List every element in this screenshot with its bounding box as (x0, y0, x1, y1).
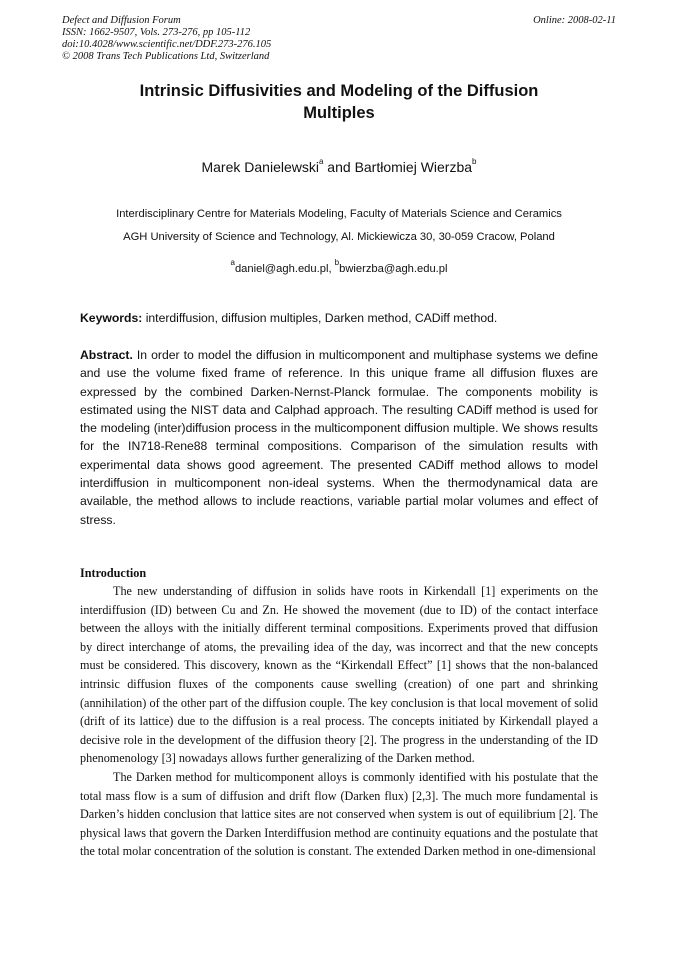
author-2: Bartłomiej Wierzba (354, 159, 473, 175)
title-line-2: Multiples (303, 104, 375, 122)
keywords (80, 309, 598, 327)
paper-title (80, 80, 598, 124)
introduction-paragraph-1: The new understanding of diffusion in solids have roots in Kirkendall [1] experiments on the interdiffusion (ID) between Cu and Zn. He showed the movement (due to ID) of the contact interface between the alloys with the initially different terminal compositions. Experiments proved that diffusion by direct interchange of atoms, the prevailing idea of the day, was incorrect and that the new concepts must be considered. This discovery, known as the “Kirkendall Effect” [1] shows that the non-balanced intrinsic diffusion fluxes of the components cause swelling (creation) of one part and shrinking (annihilation) of the other part of the diffusion couple. The key conclusion is that local movement of solid (drift of its lattice) due to the diffusion is a real process. The concepts initiated by Kirkendall played a decisive role in the development of the diffusion theory [2]. The progress in the understanding of the ID phenomenology [3] nowadays allows further generalizing of the Darken method. (80, 584, 598, 766)
online-date-text: Online: 2008-02-11 (533, 15, 616, 26)
introduction-body (80, 582, 598, 861)
keywords-label: Keywords: (80, 311, 143, 325)
author-1-superscript: a (318, 157, 324, 167)
author-emails (80, 258, 598, 277)
abstract (80, 346, 598, 529)
author-1: Marek Danielewski (201, 159, 319, 175)
affiliation-line-2: AGH University of Science and Technology, Al. Mickiewicza 30, 30-059 Cracow, Poland (123, 231, 555, 243)
affiliation-line-1: Interdisciplinary Centre for Materials Modeling, Faculty of Materials Science and Ceramics (116, 208, 562, 220)
issn-line: ISSN: 1662-9507, Vols. 273-276, pp 105-112 (62, 27, 251, 38)
title-line-1: Intrinsic Diffusivities and Modeling of the Diffusion (139, 82, 539, 100)
journal-name: Defect and Diffusion Forum (62, 15, 181, 26)
email-2: bwierzba@agh.edu.pl (339, 263, 448, 275)
affiliation (70, 203, 608, 249)
journal-header (62, 15, 271, 63)
email-separator: , (328, 263, 335, 275)
email-1-superscript: a (230, 258, 235, 268)
abstract-text: In order to model the diffusion in multicomponent and multiphase systems we define and use the volume fixed frame of reference. In this unique frame all diffusion fluxes are expressed by the combined Darken-Nernst-Planck formulae. The components mobility is estimated using the NIST data and Calphad approach. The resulting CADiff method is used for the modeling (inter)diffusion process in the multicomponent diffusion multiple. We shows results for the IN718-Rene88 terminal compositions. Comparison of the simulation results with experimental data shows good agreement. The presented CADiff method allows to model interdiffusion in multicomponent non-ideal systems. When the thermodynamical data are available, the method allows to include reactions, variable partial molar volumes and effect of stress. (80, 348, 598, 527)
online-date (533, 15, 616, 27)
author-list (80, 158, 598, 176)
doi-line: doi:10.4028/www.scientific.net/DDF.273-276.105 (62, 39, 272, 50)
abstract-label: Abstract. (80, 348, 133, 362)
keywords-text: interdiffusion, diffusion multiples, Darken method, CADiff method. (142, 311, 498, 325)
email-1: daniel@agh.edu.pl (234, 263, 329, 275)
section-heading-introduction: Introduction (80, 566, 147, 580)
author-2-superscript: b (472, 157, 477, 167)
introduction-paragraph-2: The Darken method for multicomponent alloys is commonly identified with his postulate that the total mass flow is a sum of diffusion and drift flow (Darken flux) [2,3]. The much more fundamental is Darken’s hidden conclusion that lattice sites are not conserved when system is out of equilibrium [2]. The physical laws that govern the Darken Interdiffusion method are continuity equations and the postulate that the total molar concentration of the solution is constant. The extended Darken method in one-dimensional (80, 769, 598, 859)
author-conjunction: and (323, 159, 355, 175)
email-2-superscript: b (334, 258, 340, 268)
copyright-line: © 2008 Trans Tech Publications Ltd, Switzerland (62, 51, 270, 62)
